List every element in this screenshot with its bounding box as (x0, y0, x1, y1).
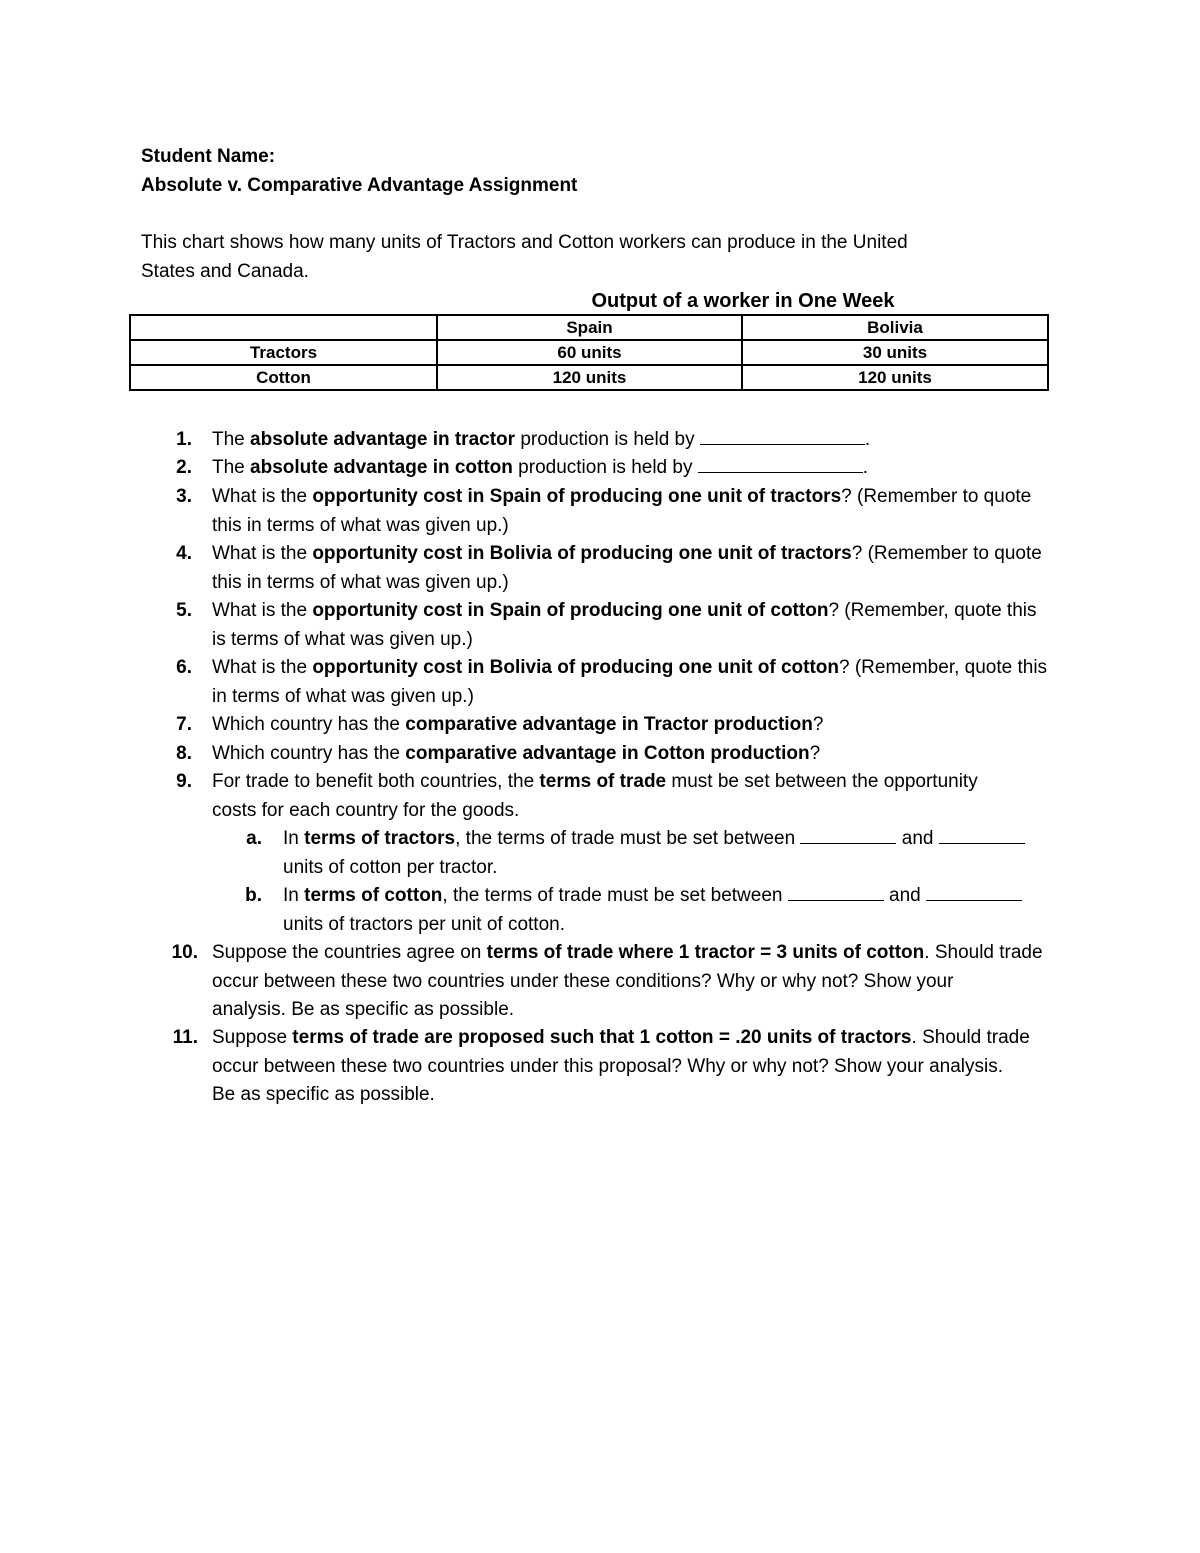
question-number: 2. (176, 457, 192, 478)
table-header-cell: Bolivia (742, 315, 1048, 340)
question-number: 9. (176, 771, 192, 792)
table-cell: Cotton (130, 365, 437, 390)
question-11-continued: Be as specific as possible. (212, 1084, 435, 1105)
question-9: For trade to benefit both countries, the terms of trade must be set between the opportunity (212, 771, 978, 792)
question-9-continued: costs for each country for the goods. (212, 800, 520, 821)
question-2: The absolute advantage in cotton production is held by . (212, 454, 868, 483)
question-8: Which country has the comparative advantage in Cotton production? (212, 743, 821, 764)
table-row (130, 365, 1048, 390)
question-9b-continued: units of tractors per unit of cotton. (283, 914, 565, 935)
question-10-continued: occur between these two countries under these conditions? Why or why not? Show your (212, 971, 954, 992)
answer-blank[interactable] (800, 825, 896, 844)
question-1: The absolute advantage in tractor production is held by . (212, 426, 870, 455)
table-header-cell: Spain (437, 315, 742, 340)
table-caption: Output of a worker in One Week (591, 290, 895, 312)
question-number: 8. (176, 743, 192, 764)
intro-line-2: States and Canada. (141, 261, 309, 282)
table-header-cell (130, 315, 437, 340)
question-11-continued: occur between these two countries under this proposal? Why or why not? Show your analysis. (212, 1056, 1004, 1077)
answer-blank[interactable] (926, 882, 1022, 901)
question-7: Which country has the comparative advantage in Tractor production? (212, 714, 824, 735)
question-11: Suppose terms of trade are proposed such that 1 cotton = .20 units of tractors. Should trade (212, 1027, 1030, 1048)
question-5-continued: is terms of what was given up.) (212, 629, 473, 650)
question-10: Suppose the countries agree on terms of trade where 1 tractor = 3 units of cotton. Should trade (212, 942, 1043, 963)
question-6: What is the opportunity cost in Bolivia of producing one unit of cotton? (Remember, quote this (212, 657, 1048, 678)
intro-line-1: This chart shows how many units of Tractors and Cotton workers can produce in the United (141, 232, 908, 253)
question-number: 1. (176, 429, 192, 450)
answer-blank[interactable] (700, 426, 865, 445)
question-number: 6. (176, 657, 192, 678)
answer-blank[interactable] (698, 454, 863, 473)
question-9a-continued: units of cotton per tractor. (283, 857, 498, 878)
answer-blank[interactable] (788, 882, 884, 901)
table-cell: Tractors (130, 340, 437, 365)
question-9a: In terms of tractors, the terms of trade must be set between and (283, 825, 1025, 854)
question-number: 3. (176, 486, 192, 507)
assignment-title: Absolute v. Comparative Advantage Assignment (141, 175, 578, 196)
question-number: 10. (171, 942, 198, 963)
question-number: 7. (176, 714, 192, 735)
table-cell: 120 units (437, 365, 742, 390)
question-5: What is the opportunity cost in Spain of producing one unit of cotton? (Remember, quote this (212, 600, 1037, 621)
question-letter: b. (245, 885, 262, 906)
question-number: 5. (176, 600, 192, 621)
question-letter: a. (246, 828, 262, 849)
question-6-continued: in terms of what was given up.) (212, 686, 474, 707)
question-number: 11. (172, 1027, 198, 1048)
answer-blank[interactable] (939, 825, 1025, 844)
output-table (129, 314, 1049, 391)
question-3-continued: this in terms of what was given up.) (212, 515, 509, 536)
table-header-row (130, 315, 1048, 340)
table-row (130, 340, 1048, 365)
table-cell: 30 units (742, 340, 1048, 365)
table-cell: 60 units (437, 340, 742, 365)
question-10-continued: analysis. Be as specific as possible. (212, 999, 515, 1020)
question-9b: In terms of cotton, the terms of trade must be set between and (283, 882, 1022, 911)
question-4: What is the opportunity cost in Bolivia of producing one unit of tractors? (Remember to quote (212, 543, 1042, 564)
table-cell: 120 units (742, 365, 1048, 390)
question-number: 4. (176, 543, 192, 564)
question-3: What is the opportunity cost in Spain of producing one unit of tractors? (Remember to quote (212, 486, 1032, 507)
question-4-continued: this in terms of what was given up.) (212, 572, 509, 593)
student-name-label: Student Name: (141, 146, 276, 167)
